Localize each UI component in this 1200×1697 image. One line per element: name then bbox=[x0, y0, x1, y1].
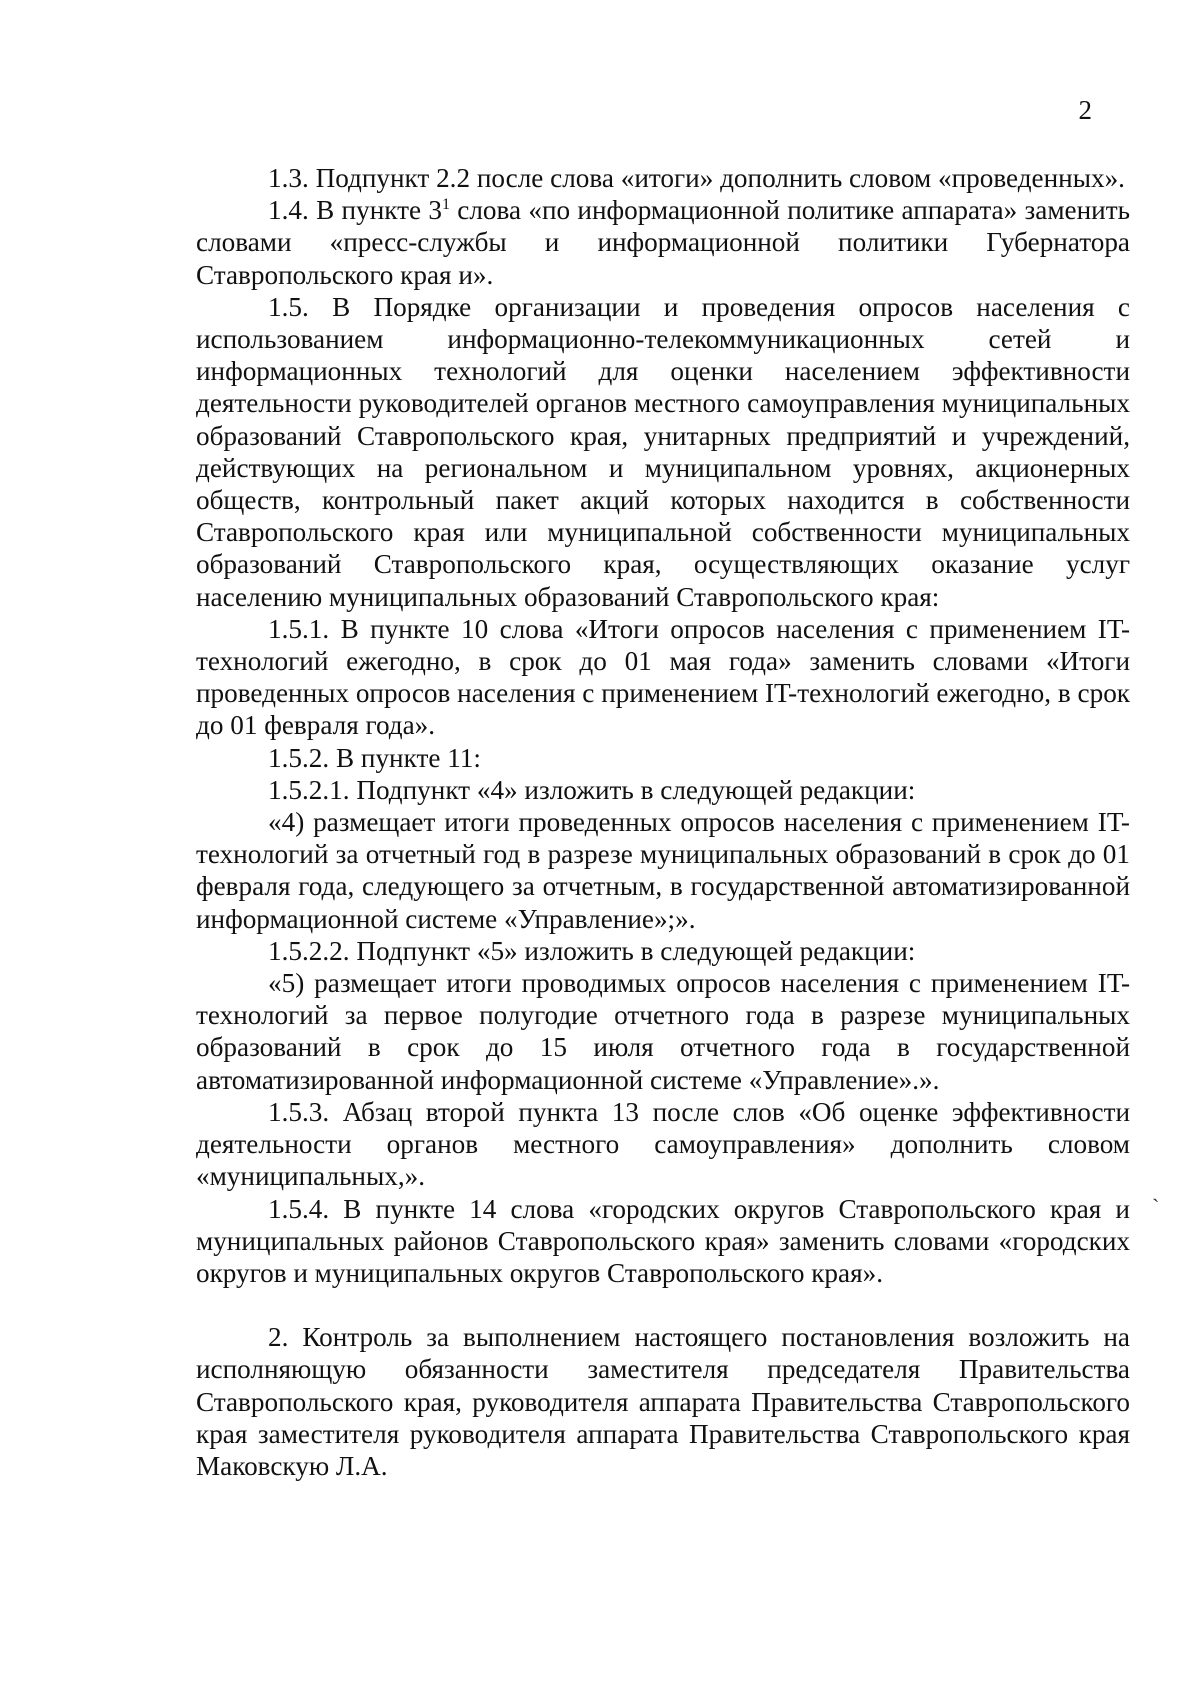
paragraph-1-4-end: слова «по информационной политике аппарата» заменить словами «пресс-службы и информационной политики Губернатора Ставропольского края и». bbox=[196, 195, 1130, 290]
paragraph-1-5-4: 1.5.4. В пункте 14 слова «городских округов Ставропольского края и муниципальных районов Ставропольского края» заменить словами «городских округов и муниципальных округов Ставропольского края». bbox=[196, 1193, 1130, 1288]
quote-subpoint-5: «5) размещает итоги проводимых опросов населения с применением IT-технологий за первое полугодие отчетного года в разрезе муниципальных образований в срок до 15 июля отчетного года в государственной автоматизированной информационной системе «Управление».». bbox=[196, 968, 1130, 1095]
paragraph-1-5-2-1: 1.5.2.1. Подпункт «4» изложить в следующей редакции: bbox=[268, 774, 916, 805]
paragraph-1-5-1: 1.5.1. В пункте 10 слова «Итоги опросов населения с применением IT-технологий ежегодно, в срок до 01 мая года» заменить словами «Итоги проведенных опросов населения с применением IT-технологий ежегодно, в срок до 01 февраля года». bbox=[196, 613, 1130, 741]
paragraph-2: 2. Контроль за выполнением настоящего постановления возложить на исполняющую обязанности заместителя председателя Правительства Ставропольского края, руководителя аппарата Правительства Ставропольского края заместителя руководителя аппарата Правительства Ставропольского края Маковскую Л.А. bbox=[196, 1322, 1130, 1481]
document-body bbox=[196, 162, 1130, 1482]
paragraph-1-5-2-2: 1.5.2.2. Подпункт «5» изложить в следующей редакции: bbox=[268, 935, 916, 966]
paragraph-1-5-2: 1.5.2. В пункте 11: bbox=[268, 742, 481, 773]
quote-subpoint-4: «4) размещает итоги проведенных опросов населения с применением IT-технологий за отчетный год в разрезе муниципальных образований в срок до 01 февраля года, следующего за отчетным, в государственной автоматизированной информационной системе «Управление»;». bbox=[196, 807, 1130, 934]
superscript-one: 1 bbox=[441, 196, 450, 214]
paragraph-1-4-start: 1.4. В пункте 3 bbox=[268, 195, 442, 226]
scan-mark: ` bbox=[1152, 1194, 1160, 1219]
paragraph-1-3: 1.3. Подпункт 2.2 после слова «итоги» дополнить словом «проведенных». bbox=[268, 163, 1125, 193]
page-number: 2 bbox=[1078, 95, 1092, 125]
paragraph-1-5: 1.5. В Порядке организации и проведения опросов населения с использованием информационно-телекоммуникационных сетей и информационных технологий для оценки населением эффективности деятельности руководителей органов местного самоуправления муниципальных образований Ставропольского края, унитарных предприятий и учреждений, действующих на региональном и муниципальном уровнях, акционерных обществ, контрольный пакет акций которых находится в собственности Ставропольского края или муниципальной собственности муниципальных образований Ставропольского края, осуществляющих оказание услуг населению муниципальных образований Ставропольского края: bbox=[196, 291, 1130, 612]
paragraph-1-5-3: 1.5.3. Абзац второй пункта 13 после слов «Об оценке эффективности деятельности органов местного самоуправления» дополнить словом «муниципальных,». bbox=[196, 1096, 1130, 1192]
paragraph-1-4 bbox=[196, 194, 1130, 291]
